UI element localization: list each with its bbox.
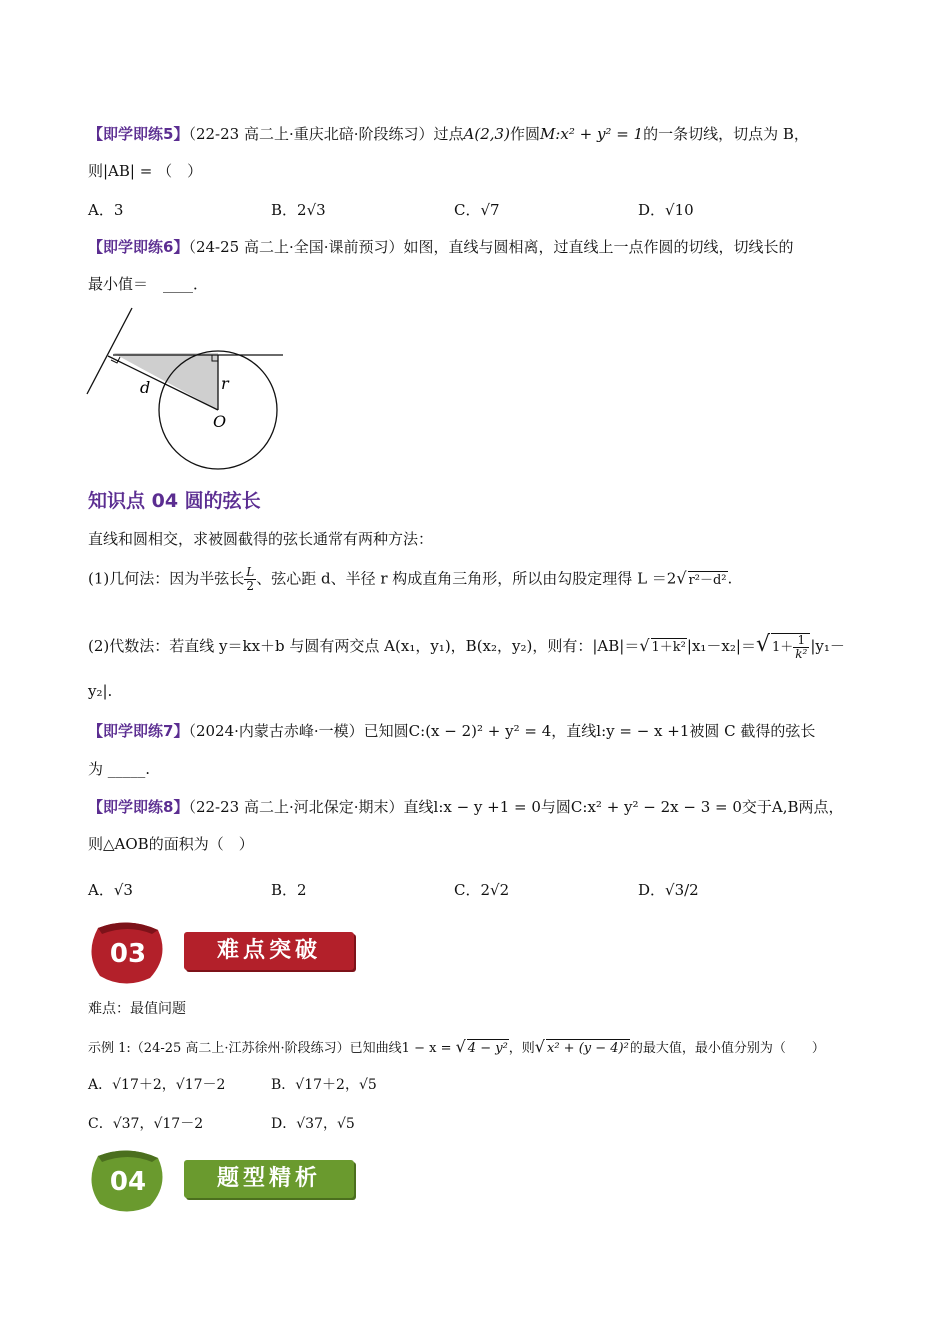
section-03-number-badge (88, 920, 166, 986)
algebraic-line-2: y₂|. (88, 682, 113, 700)
option-c (454, 199, 500, 220)
section-04-number: 04 (109, 1167, 147, 1197)
option-a (88, 879, 133, 900)
option-a (88, 1074, 225, 1094)
exercise-5-line-1 (88, 123, 878, 145)
label-d: d (140, 378, 151, 397)
example-prefix: 示例 1: (88, 1041, 131, 1056)
option-d (638, 199, 694, 220)
example-radicand-2: x² + (y − 4)² (547, 1041, 629, 1056)
option-letter: B． (271, 1077, 296, 1093)
left-line (87, 308, 132, 394)
algebraic-mid: |x₁－x₂|＝ (686, 637, 756, 655)
exercise-6-source: （24-25 高二上·全国·课前预习） (188, 238, 404, 256)
section-04-badge (88, 1148, 368, 1218)
option-b (271, 199, 326, 220)
exercise-8-options (88, 879, 878, 901)
knowledge-point-heading: 知识点 04 圆的弦长 (88, 490, 261, 512)
exercise-5-text-c: 的一条切线，切点为 B， (643, 125, 809, 143)
exercise-5-text-b: 作圆 (509, 125, 540, 143)
option-letter: C． (454, 201, 481, 219)
geometric-end: . (727, 569, 733, 588)
example-text-c: 的最大值，最小值分别为（ ） (629, 1041, 825, 1056)
section-04-number-badge (88, 1148, 166, 1214)
example-radicand-1: 4 − y² (467, 1041, 508, 1056)
option-letter: B． (271, 881, 298, 899)
exercise-7-tag: 【即学即练7】 (88, 722, 189, 740)
algebraic-end: |y₁－ (810, 637, 845, 655)
option-value: 2√3 (297, 201, 326, 219)
algebraic-method-text-a: (2)代数法：若直线 y＝kx＋b 与圆有两交点 A(x₁，y₁)，B(x₂，y₂)，则有：|AB|＝ (88, 637, 640, 655)
option-value: √37，√5 (296, 1116, 355, 1132)
geometric-radicand: r²－d² (688, 572, 727, 588)
tangent-figure (80, 300, 300, 480)
option-letter: D． (271, 1116, 297, 1132)
chord-intro: 直线和圆相交，求被圆截得的弦长通常有两种方法： (88, 530, 434, 548)
section-03-title: 难点突破 (184, 932, 354, 970)
exercise-5-line-2: 则|AB| = （ ） (88, 162, 203, 180)
exercise-6-text-1: 如图，直线与圆相离，过直线上一点作圆的切线，切线长的 (403, 238, 794, 256)
option-letter: D． (638, 881, 666, 899)
option-d (638, 879, 699, 900)
half-chord-fraction (244, 566, 256, 593)
section-03-number: 03 (109, 939, 147, 969)
option-letter: C． (88, 1116, 113, 1132)
example-text-b: ，则 (508, 1041, 535, 1056)
exercise-7-line-1 (88, 720, 878, 742)
option-value: 3 (113, 201, 124, 219)
exercise-8-line-1 (88, 796, 878, 818)
shaded-triangle (113, 353, 218, 410)
exercise-5-point: A(2,3) (463, 125, 510, 143)
algebraic-radicand-1: 1＋k² (651, 640, 686, 655)
example-1: 示例 1:（24-25 高二上·江苏徐州·阶段练习）已知曲线1 − x = √ 4 − y²，则√ x² + (y − 4)²的最大值，最小值分别为（ ） (88, 1037, 825, 1056)
exercise-6-tag: 【即学即练6】 (88, 238, 189, 256)
option-value: √17＋2，√5 (295, 1077, 377, 1093)
exercise-5-tag: 【即学即练5】 (88, 125, 189, 143)
algebraic-method: (2)代数法：若直线 y＝kx＋b 与圆有两交点 A(x₁，y₁)，B(x₂，y₂)，则有：|AB|＝√ 1＋k²|x₁－x₂|＝√ 1＋ $\frac{1}{\text{k²}}$ |y₁－ (88, 632, 845, 661)
geometric-method: (1)几何法：因为半弦长 $\frac{L}{2}$ 、弦心距 d、半径 r 构成直角三角形，所以由勾股定理得 L ＝2√ r²－d². (88, 565, 733, 593)
inverse-k-squared (793, 634, 809, 661)
option-letter: A． (88, 201, 114, 219)
option-letter: A． (88, 881, 114, 899)
algebraic-radicand-2 (771, 633, 810, 661)
option-a (88, 199, 123, 220)
exercise-5-text-a: 过点 (433, 125, 464, 143)
exercise-8-source: （22-23 高二上·河北保定·期末） (188, 798, 404, 816)
section-03-badge (88, 920, 368, 990)
radicand-prefix: 1＋ (772, 640, 794, 655)
label-o: O (213, 412, 227, 431)
geometric-method-text-a: (1)几何法：因为半弦长 (88, 569, 245, 588)
option-letter: D． (638, 201, 666, 219)
fraction-numerator: L (246, 565, 255, 579)
option-b (271, 879, 307, 900)
fraction-denominator: k² (795, 647, 808, 661)
fraction-numerator: 1 (793, 634, 809, 648)
option-value: 2√2 (480, 881, 510, 899)
option-value: √3 (113, 881, 133, 899)
option-value: 2 (297, 881, 307, 899)
option-letter: B． (271, 201, 298, 219)
geometric-method-text-b: 、弦心距 d、半径 r 构成直角三角形，所以由勾股定理得 L ＝2 (256, 569, 677, 588)
exercise-7-source: （2024·内蒙古赤峰·一模） (188, 722, 364, 740)
fraction-denominator: 2 (246, 579, 255, 593)
option-letter: A． (88, 1077, 113, 1093)
exercise-8-line-2: 则△AOB的面积为（ ） (88, 835, 254, 853)
option-c (88, 1113, 203, 1133)
exercise-8-tag: 【即学即练8】 (88, 798, 189, 816)
option-value: √17＋2，√17－2 (112, 1077, 226, 1093)
option-value: √37，√17－2 (112, 1116, 204, 1132)
exercise-5-source: （22-23 高二上·重庆北碚·阶段练习） (188, 125, 434, 143)
section-04-title: 题型精析 (184, 1160, 354, 1198)
exercise-6-line-2: 最小值＝ ____． (88, 275, 209, 293)
difficulty-heading: 难点：最值问题 (88, 1001, 186, 1017)
exercise-6-line-1 (88, 236, 878, 258)
example-options-row-1 (88, 1074, 878, 1096)
option-d (271, 1113, 355, 1133)
example-options-row-2 (88, 1113, 878, 1135)
exercise-7-line-2: 为 _____. (88, 760, 151, 778)
option-value: √10 (665, 201, 694, 219)
option-value: √7 (480, 201, 500, 219)
exercise-5-circle: M:x² + y² = 1 (539, 125, 644, 143)
exercise-5-options (88, 199, 878, 221)
option-value: √3/2 (665, 881, 699, 899)
exercise-8-text-1: 直线l:x − y +1 = 0与圆C:x² + y² − 2x − 3 = 0交于A,B两点， (403, 798, 844, 816)
option-letter: C． (454, 881, 481, 899)
label-r: r (221, 374, 229, 393)
example-text-a: 已知曲线1 − x = (349, 1041, 456, 1056)
example-source: （24-25 高二上·江苏徐州·阶段练习） (130, 1041, 350, 1056)
exercise-7-text-1: 已知圆C:(x − 2)² + y² = 4，直线l:y = − x +1被圆 C 截得的弦长 (363, 722, 816, 740)
option-b (271, 1074, 377, 1094)
option-c (454, 879, 509, 900)
